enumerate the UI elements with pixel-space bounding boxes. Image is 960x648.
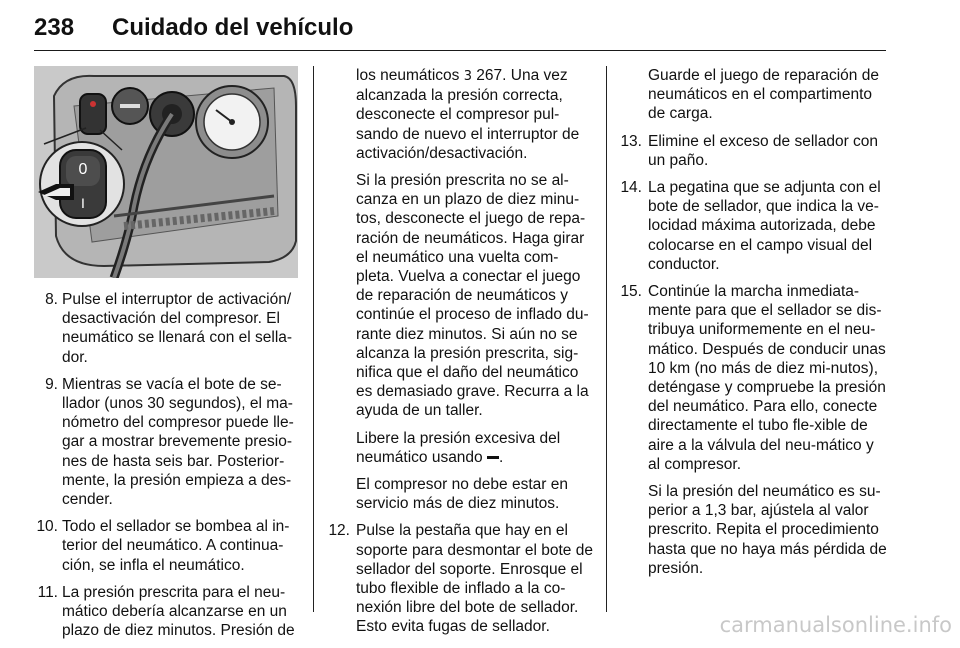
paragraph-text: Libere la presión excesiva del neumático usando	[356, 429, 561, 466]
compressor-illustration	[34, 66, 298, 278]
column-divider	[313, 66, 314, 612]
step-8	[36, 290, 302, 367]
step-text: Todo el sellador se bombea al in-terior del neumático. A continua-ción, se infla el neumático.	[62, 518, 290, 574]
step-text: Mientras se vacía el bote de se-llador (unos 30 segundos), el ma-nómetro del compresor puede lle-gar a mostrar brevemente presio-nes de hasta seis bar. Posterior-mente, la presión empieza a des-cender.	[62, 375, 294, 509]
watermark: carmanualsonline.info	[719, 613, 952, 637]
page-reference-arrow-icon: 3	[463, 69, 472, 84]
step-number: 13.	[620, 132, 642, 150]
page-title: Cuidado del vehículo	[112, 14, 354, 41]
step-12	[320, 521, 594, 636]
text-column-3	[612, 66, 889, 586]
column-divider	[606, 66, 607, 612]
step-11	[36, 583, 302, 641]
step-10	[36, 517, 302, 575]
step-number: 12.	[328, 522, 350, 540]
step-text: Pulse el interruptor de activación/ desactivación del compresor. El neumático se llenará con el sella-dor.	[62, 291, 293, 366]
compressor-switch-drawing	[34, 66, 298, 278]
step-text: Continúe la marcha inmediata-mente para que el sellador se dis-tribuya uniformemente en el neu-mático. Después de conducir unas 10 km (no más de diez mi-nutos), deténgase y compruebe la presión del neumático. Para ello, conecte directamente el tubo fle-xible de aire a la válvula del neu-mático y al compresor.	[648, 283, 886, 473]
step-number: 10.	[36, 518, 58, 536]
paragraph	[320, 429, 594, 467]
step-text: La presión prescrita para el neu-mático debería alcanzarse en un plazo de diez minutos. Presión de	[62, 583, 295, 640]
step-text: Elimine el exceso de sellador con un paño.	[648, 132, 879, 169]
step-number: 8.	[45, 291, 58, 308]
switch-label-on: 0	[78, 161, 88, 178]
page-header	[34, 10, 886, 51]
step-9	[36, 375, 302, 509]
text-column-2	[320, 66, 594, 645]
paragraph-end: .	[498, 448, 504, 466]
step-number: 14.	[620, 179, 642, 197]
step-number: 9.	[45, 375, 58, 393]
deflate-button-icon	[487, 456, 499, 459]
step-text: La pegatina que se adjunta con el bote de sellador, que indica la ve-locidad máxima autorizada, debe colocarse en el campo visual del conductor.	[648, 179, 881, 273]
continuation-text: 267. Una vez alcanzada la presión correcta, desconecte el compresor pul-sando de nuevo el interruptor de activación/desactivación.	[356, 67, 580, 162]
step-number: 15.	[620, 283, 642, 301]
paragraph: El compresor no debe estar en servicio más de diez minutos.	[356, 476, 568, 513]
step-15	[612, 282, 889, 474]
step-13	[612, 132, 889, 170]
text-column-1	[36, 290, 302, 648]
paragraph: Si la presión prescrita no se al-canza en un plazo de diez minu-tos, desconecte el juego de repa-ración de neumáticos. Haga girar el neumático una vuelta com-pleta. Vuelva a conectar el juego de reparación de neumáticos y continúe el proceso de inflado du-rante diez minutos. Si aún no se alcanza la presión prescrita, sig-nifica que el daño del neumático es demasiado grave. Recurra a la ayuda de un taller.	[356, 172, 589, 420]
page-number: 238	[34, 14, 75, 41]
switch-label-off: I	[81, 195, 85, 211]
step-text: Pulse la pestaña que hay en el soporte para desmontar el bote de sellador del soporte. Enrosque el tubo flexible de inflado a la co-nexión libre del bote de sellador. Esto evita fugas de sellador.	[356, 522, 593, 636]
step-12-continuation: Guarde el juego de reparación de neumáticos en el compartimento de carga.	[648, 67, 879, 123]
paragraph: Si la presión del neumático es su-perior a 1,3 bar, ajústela al valor prescrito. Repita el procedimiento hasta que no haya más pérdida de presión.	[648, 483, 887, 577]
step-14	[612, 178, 889, 274]
step-number: 11.	[37, 583, 58, 601]
step-11-continuation	[320, 66, 594, 163]
continuation-text: los neumáticos	[356, 67, 464, 84]
